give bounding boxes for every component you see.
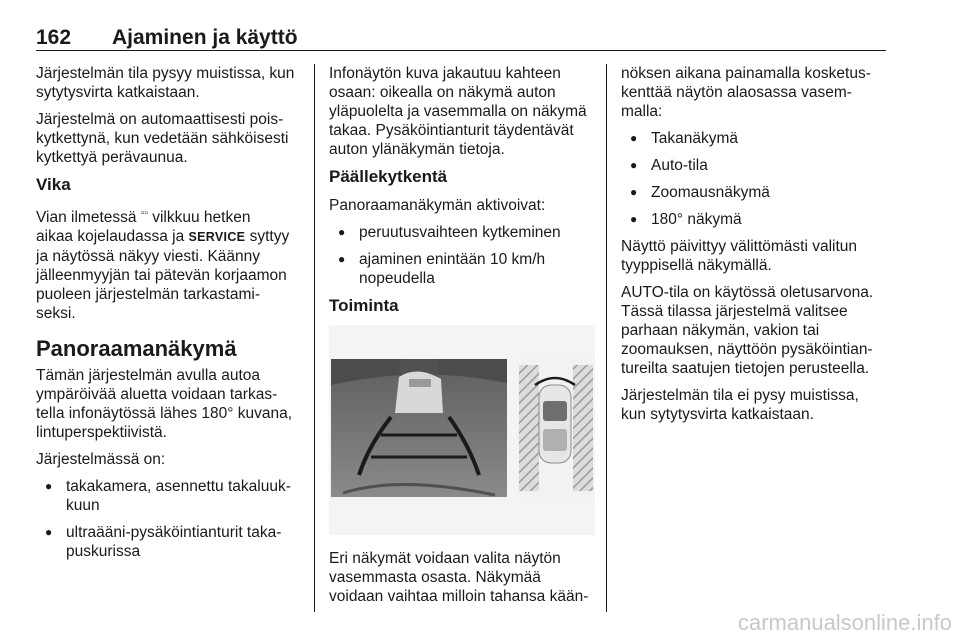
heading-panorama: Panoraamanäkymä — [36, 336, 237, 362]
column-1 — [36, 64, 304, 569]
paragraph: Tämän järjestelmän avulla autoa ympäröivää aluetta voidaan tarkas- tella infonäytössä lähes 180° kuvana, lintuperspektiivistä. — [36, 367, 293, 442]
camera-display-image — [329, 325, 595, 535]
list-item: ● 180° näkymä — [621, 210, 889, 229]
paragraph: Infonäytön kuva jakautuu kahteen osaan: oikealla on näkymä auton yläpuolelta ja vasemmalla on näkymä takaa. Pysäköintianturit täydentävät auton ylänäkymän tietoja. — [329, 65, 587, 158]
activation-list — [329, 223, 595, 288]
column-divider — [314, 64, 315, 612]
feature-list — [36, 477, 304, 561]
list-item: ● Takanäkymä — [621, 129, 889, 148]
list-item: ● Auto-tila — [621, 156, 889, 175]
heading-paallekytkenta: Päällekytkentä — [329, 167, 448, 186]
heading-vika: Vika — [36, 175, 71, 194]
paragraph: AUTO-tila on käytössä oletusarvona. Tässä tilassa järjestelmä valitsee parhaan näkymän, vakion tai zoomauksen, näyttöön pysäköintian- tureilta saatujen tietojen perusteella. — [621, 284, 874, 377]
paragraph: nöksen aikana painamalla kosketus- kenttää näytön alaosassa vasem- malla: — [621, 65, 871, 120]
page-header — [36, 26, 886, 52]
paragraph: Järjestelmän tila pysyy muistissa, kun sytytysvirta katkaistaan. — [36, 65, 295, 101]
paragraph-vika: Vian ilmetessä ▫▫ vilkkuu hetken aikaa kojelaudassa ja SERVICE syttyy ja näytössä näkyy viesti. Käänny jälleenmyyjän tai pätevän korjaamon puoleen järjestelmän tarkastami- seksi. — [36, 208, 290, 323]
column-3 — [621, 64, 889, 432]
heading-toiminta: Toiminta — [329, 296, 399, 315]
header-divider — [36, 50, 886, 51]
paragraph: Järjestelmässä on: — [36, 451, 166, 469]
paragraph: Näyttö päivittyy välittömästi valitun tyyppisellä näkymällä. — [621, 238, 858, 274]
panorama-view-illustration — [329, 325, 595, 535]
list-item: ● ajaminen enintään 10 km/h nopeudella — [329, 250, 595, 288]
watermark: carmanualsonline.info — [737, 610, 952, 635]
column-2 — [329, 64, 595, 614]
column-divider — [606, 64, 607, 612]
paragraph: Järjestelmä on automaattisesti pois- kytkettynä, kun vedetään sähköisesti kytkettyä perävaunua. — [36, 111, 289, 166]
list-item: ● takakamera, asennettu takaluuk- kuun — [36, 477, 304, 515]
view-mode-list — [621, 129, 889, 229]
parking-sensor-icon: ▫▫ — [140, 208, 148, 219]
list-item: ● Zoomausnäkymä — [621, 183, 889, 202]
page-number: 162 — [36, 26, 72, 49]
list-item: ● peruutusvaihteen kytkeminen — [329, 223, 595, 242]
service-indicator: SERVICE — [188, 230, 246, 245]
page-title: Ajaminen ja käyttö — [112, 26, 298, 49]
paragraph: Panoraamanäkymän aktivoivat: — [329, 197, 546, 214]
paragraph: Järjestelmän tila ei pysy muistissa, kun sytytysvirta katkaistaan. — [621, 387, 859, 423]
list-item: ● ultraääni-pysäköintianturit taka- puskurissa — [36, 523, 304, 561]
paragraph: Eri näkymät voidaan valita näytön vasemmasta osasta. Näkymää voidaan vaihtaa milloin tahansa kään- — [329, 550, 589, 605]
